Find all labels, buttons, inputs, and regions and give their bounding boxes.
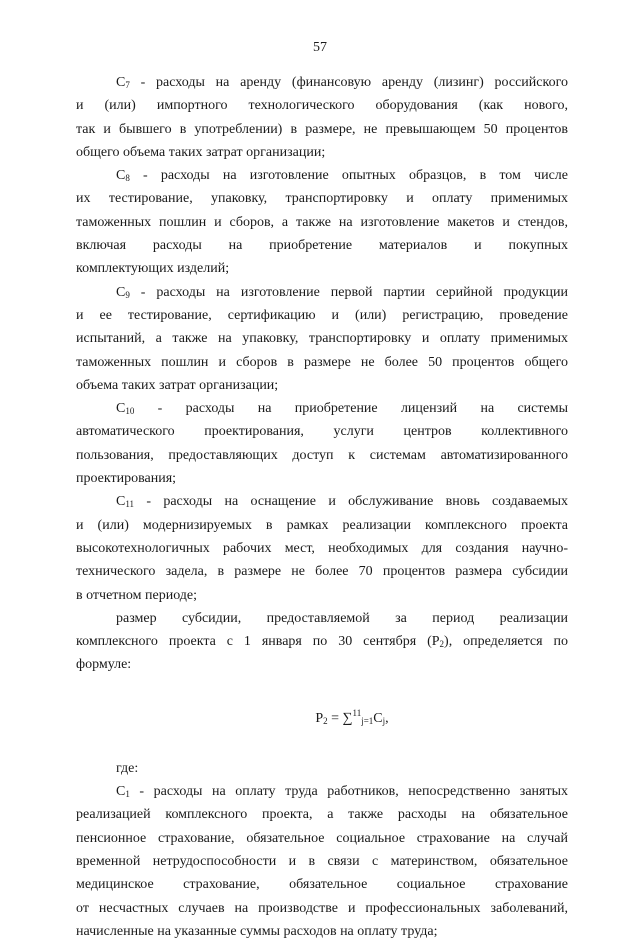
paragraph-line: в отчетном периоде; <box>76 587 198 603</box>
symbol-subscript: 10 <box>125 406 135 417</box>
paragraph-line: общего объема таких затрат организации; <box>76 144 326 160</box>
paragraph-c11 <box>76 490 568 606</box>
paragraph-subsidy <box>76 607 568 677</box>
symbol-subscript: 7 <box>125 80 130 90</box>
sum-lower-limit: j=1 <box>361 715 374 726</box>
line-text: - расходы на приобретение лицензий на системы <box>134 401 568 417</box>
sum-upper-limit: 11 <box>352 707 362 718</box>
formula-lhs-subscript: 2 <box>323 715 328 726</box>
symbol-c8 <box>116 164 130 187</box>
paragraph-line: медицинское страхование, обязательное социальное страхование <box>76 877 568 893</box>
paragraph-line: реализацией комплексного проекта, а также расходы на обязательное <box>76 807 568 823</box>
spacer <box>76 731 568 757</box>
symbol-letter: С <box>116 75 126 90</box>
line-text: - расходы на изготовление опытных образцов, в том числе <box>129 168 568 184</box>
paragraph-line: их тестирование, упаковку, транспортировку и оплату применимых <box>76 191 568 207</box>
symbol-letter: С <box>116 784 126 800</box>
symbol-c9 <box>116 281 130 304</box>
paragraph-line <box>76 780 568 803</box>
paragraph-line: начисленные на указанные суммы расходов на оплату труда; <box>76 923 438 939</box>
formula-term: C <box>373 710 383 726</box>
sum-formula <box>76 707 568 731</box>
paragraph-c10 <box>76 397 568 490</box>
formula-equals-sum: = ∑ <box>327 710 353 726</box>
page-body <box>76 71 568 943</box>
paragraph-line: включая расходы на приобретение материалов и покупных <box>76 238 568 254</box>
paragraph-line: таможенных пошлин и сборов в размере не более 50 процентов общего <box>76 354 568 370</box>
symbol-subscript: 8 <box>125 173 130 184</box>
paragraph-line: таможенных пошлин и сборов, а также на изготовление макетов и стендов, <box>76 214 568 230</box>
symbol-c7 <box>116 71 130 94</box>
line-text: - расходы на изготовление первой партии серийной продукции <box>129 284 568 300</box>
where-label: где: <box>116 760 139 776</box>
paragraph-line <box>76 397 568 420</box>
paragraph-line: пенсионное страхование, обязательное социальное страхование на случай <box>76 830 568 846</box>
symbol-letter: С <box>116 401 126 417</box>
paragraph-line: формуле: <box>76 657 132 673</box>
paragraph-line: и (или) импортного технологического оборудования (как нового, <box>76 98 568 114</box>
symbol-subscript: 11 <box>125 499 135 510</box>
line-text: комплексного проекта с 1 января по 30 сентября (P <box>76 634 440 650</box>
paragraph-c9 <box>76 281 568 397</box>
symbol-subscript: 9 <box>125 289 130 300</box>
paragraph-line: временной нетрудоспособности и в связи с материнством, обязательное <box>76 853 568 869</box>
paragraph-line: и ее тестирование, сертификацию и (или) регистрацию, проведение <box>76 307 568 323</box>
line-text: - расходы на оплату труда работников, непосредственно занятых <box>129 784 568 800</box>
spacer <box>76 677 568 707</box>
paragraph-line: испытаний, а также на упаковку, транспортировку и оплату применимых <box>76 331 568 347</box>
p-subscript: 2 <box>439 639 445 650</box>
line-text: - расходы на оснащение и обслуживание вновь создаваемых <box>134 494 568 510</box>
paragraph-line: пользования, предоставляющих доступ к системам автоматизированного <box>76 447 568 463</box>
formula-lhs: P <box>315 710 324 726</box>
paragraph-line <box>76 630 568 653</box>
paragraph-c8 <box>76 164 568 280</box>
symbol-letter: С <box>116 168 126 184</box>
paragraph-line: комплектующих изделий; <box>76 261 230 277</box>
paragraph-c7 <box>76 71 568 164</box>
paragraph-line: технического задела, в размере не более 70 процентов размера субсидии <box>76 564 568 580</box>
symbol-c10 <box>116 397 134 420</box>
paragraph-c1 <box>76 780 568 943</box>
paragraph-line: объема таких затрат организации; <box>76 377 279 393</box>
page-number: 57 <box>313 40 327 55</box>
formula-term-subscript: j <box>382 715 386 726</box>
paragraph-line: размер субсидии, предоставляемой за период реализации <box>116 610 568 626</box>
paragraph-line: проектирования; <box>76 471 177 487</box>
symbol-subscript: 1 <box>125 789 130 800</box>
line-text-tail: ), определяется по <box>444 634 568 650</box>
symbol-letter: С <box>116 284 126 300</box>
formula-tail: , <box>385 710 389 726</box>
paragraph-line <box>76 281 568 304</box>
paragraph-line <box>76 164 568 187</box>
paragraph-line: так и бывшего в употреблении) в размере, не превышающем 50 процентов <box>76 121 568 137</box>
paragraph-line <box>76 490 568 513</box>
paragraph-line: высокотехнологичных рабочих мест, необходимых для создания научно- <box>76 540 568 556</box>
line-text: - расходы на аренду (финансовую аренду (лизинг) российского <box>129 75 568 90</box>
symbol-letter: С <box>116 494 126 510</box>
paragraph-line <box>76 71 568 94</box>
paragraph-line: и (или) модернизируемых в рамках реализации комплексного проекта <box>76 517 568 533</box>
symbol-c1 <box>116 780 130 803</box>
symbol-c11 <box>116 490 134 513</box>
paragraph-line: автоматического проектирования, услуги центров коллективного <box>76 424 568 440</box>
paragraph-line: от несчастных случаев на производстве и профессиональных заболеваний, <box>76 900 568 916</box>
